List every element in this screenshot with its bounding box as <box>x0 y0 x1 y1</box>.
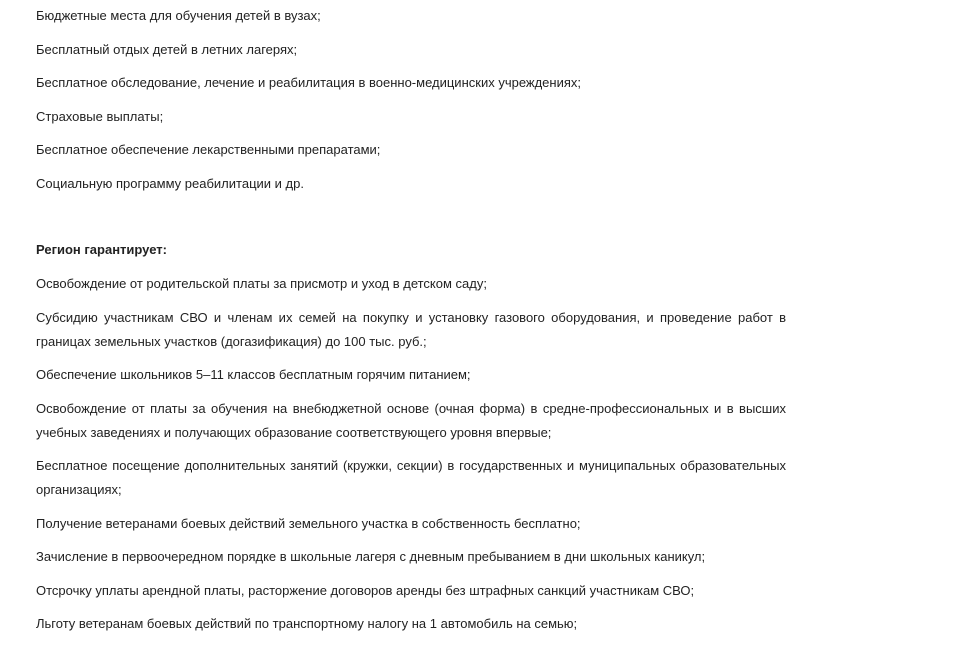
list-item: Бесплатное посещение дополнительных занятий (кружки, секции) в государственных и муниципальных образовательных организациях; <box>36 458 786 497</box>
list-item: Обеспечение школьников 5–11 классов бесплатным горячим питанием; <box>36 367 471 382</box>
list-item: Освобождение от платы за обучения на внебюджетной основе (очная форма) в средне-профессиональных и в высших учебных заведениях и получающих образование соответствующего уровня впервые; <box>36 400 786 440</box>
list-item: Бесплатный отдых детей в летних лагерях; <box>36 41 298 57</box>
list-item: Получение ветеранами боевых действий земельного участка в собственность бесплатно; <box>36 515 581 531</box>
region-benefits-list <box>36 272 786 646</box>
list-item: Социальную программу реабилитации и др. <box>36 175 304 191</box>
federal-benefits-list <box>36 4 786 196</box>
list-item: Зачисление в первоочередном порядке в школьные лагеря с дневным пребыванием в дни школьных каникул; <box>36 549 706 564</box>
list-item: Бесплатное обследование, лечение и реабилитация в военно-медицинских учреждениях; <box>36 75 582 90</box>
list-item: Страховые выплаты; <box>36 108 164 124</box>
list-item: Отсрочку уплаты арендной платы, расторжение договоров аренды без штрафных санкций участникам СВО; <box>36 582 695 598</box>
list-item: Бюджетные места для обучения детей в вузах; <box>36 8 321 23</box>
list-item: Льготу ветеранам боевых действий по транспортному налогу на 1 автомобиль на семью; <box>36 616 578 631</box>
article-body <box>36 0 786 631</box>
region-heading: Регион гарантирует: <box>36 242 167 257</box>
list-item: Освобождение от родительской платы за присмотр и уход в детском саду; <box>36 276 487 291</box>
list-item: Субсидию участникам СВО и членам их семей на покупку и установку газового оборудования, и проведение работ в границах земельных участков (догазификация) до 100 тыс. руб.; <box>36 309 786 349</box>
list-item: Бесплатное обеспечение лекарственными препаратами; <box>36 142 381 157</box>
